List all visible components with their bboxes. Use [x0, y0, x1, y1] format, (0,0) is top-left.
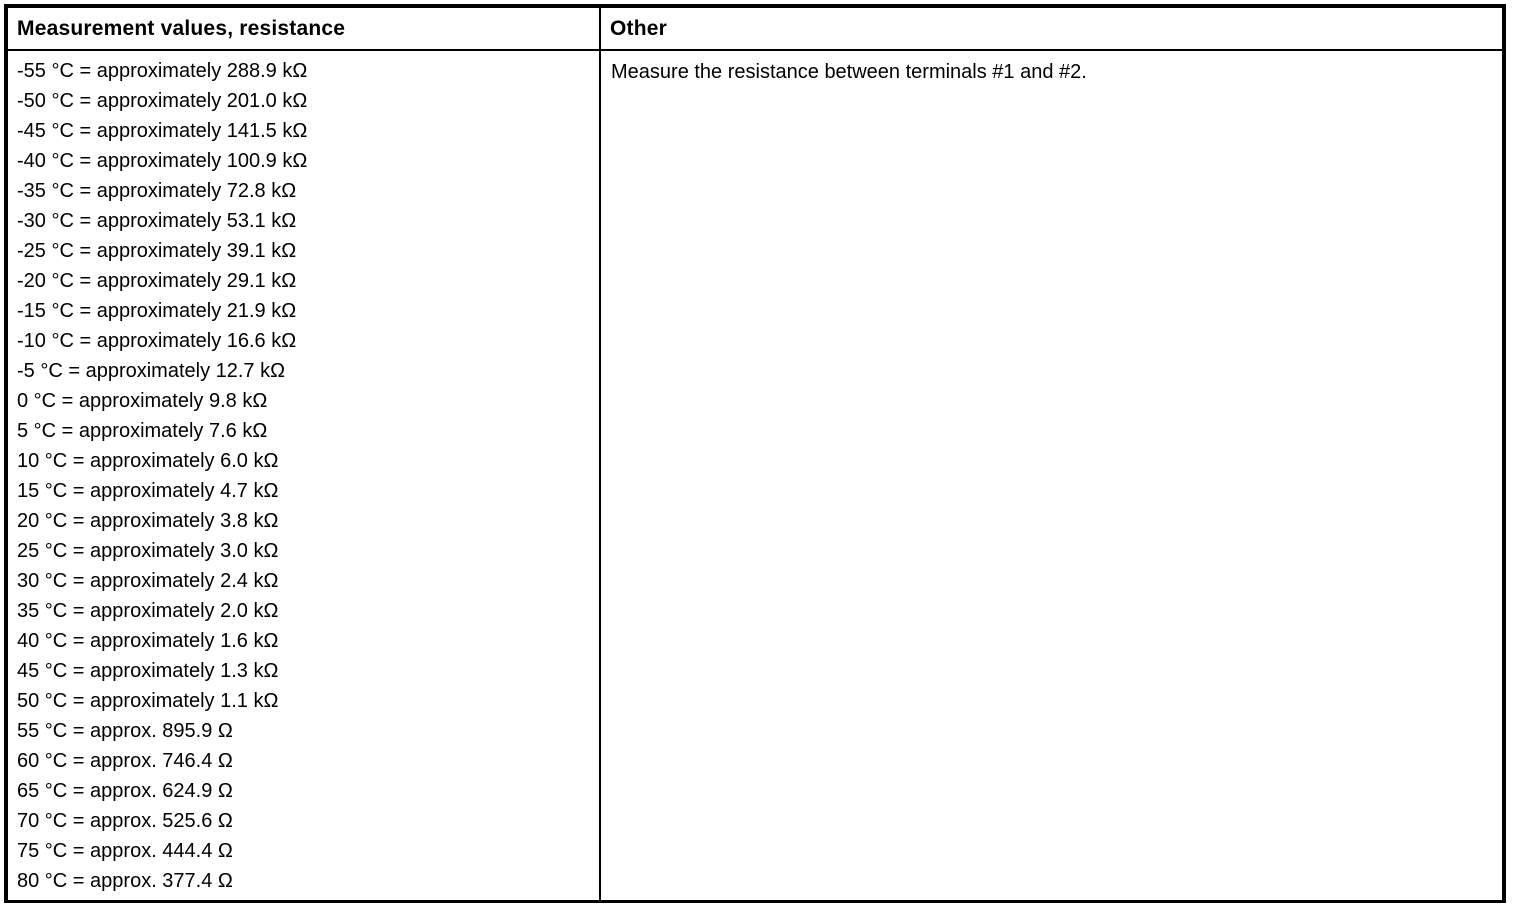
- measurement-line: -30 °C = approximately 53.1 kΩ: [17, 210, 297, 232]
- table-data-row: [8, 50, 1502, 900]
- measurement-line: 5 °C = approximately 7.6 kΩ: [17, 420, 268, 442]
- measurement-line: 80 °C = approx. 377.4 Ω: [17, 870, 233, 892]
- document-page: [4, 4, 1506, 903]
- measurement-instruction: Measure the resistance between terminals #1 and #2.: [611, 61, 1087, 83]
- column-header-other: Other: [600, 8, 1502, 50]
- measurement-line: -15 °C = approximately 21.9 kΩ: [17, 300, 297, 322]
- measurement-line: 45 °C = approximately 1.3 kΩ: [17, 660, 279, 682]
- measurement-line: -10 °C = approximately 16.6 kΩ: [17, 330, 297, 352]
- measurement-line: 55 °C = approx. 895.9 Ω: [17, 720, 233, 742]
- column-header-measurement-values: Measurement values, resistance: [8, 8, 600, 50]
- measurement-line: 65 °C = approx. 624.9 Ω: [17, 780, 233, 802]
- other-cell: [600, 50, 1502, 900]
- measurement-line: -25 °C = approximately 39.1 kΩ: [17, 240, 297, 262]
- measurement-line: 50 °C = approximately 1.1 kΩ: [17, 690, 279, 712]
- measurement-line: 25 °C = approximately 3.0 kΩ: [17, 540, 279, 562]
- measurement-line: 0 °C = approximately 9.8 kΩ: [17, 390, 268, 412]
- measurement-line: 10 °C = approximately 6.0 kΩ: [17, 450, 279, 472]
- measurement-line: 70 °C = approx. 525.6 Ω: [17, 810, 233, 832]
- measurement-line: 60 °C = approx. 746.4 Ω: [17, 750, 233, 772]
- measurement-line: 20 °C = approximately 3.8 kΩ: [17, 510, 279, 532]
- measurement-line: -45 °C = approximately 141.5 kΩ: [17, 120, 308, 142]
- measurement-line: -55 °C = approximately 288.9 kΩ: [17, 60, 308, 82]
- table-header-row: [8, 8, 1502, 50]
- measurement-line: -5 °C = approximately 12.7 kΩ: [17, 360, 286, 382]
- measurement-line: -40 °C = approximately 100.9 kΩ: [17, 150, 308, 172]
- measurement-line: 75 °C = approx. 444.4 Ω: [17, 840, 233, 862]
- measurement-line: -35 °C = approximately 72.8 kΩ: [17, 180, 297, 202]
- measurement-line: 30 °C = approximately 2.4 kΩ: [17, 570, 279, 592]
- measurement-line: 40 °C = approximately 1.6 kΩ: [17, 630, 279, 652]
- measurement-line: -20 °C = approximately 29.1 kΩ: [17, 270, 297, 292]
- measurement-line: 35 °C = approximately 2.0 kΩ: [17, 600, 279, 622]
- resistance-spec-table: [8, 8, 1502, 900]
- measurement-values-cell: [8, 50, 600, 900]
- measurement-line: -50 °C = approximately 201.0 kΩ: [17, 90, 308, 112]
- measurement-line: 15 °C = approximately 4.7 kΩ: [17, 480, 279, 502]
